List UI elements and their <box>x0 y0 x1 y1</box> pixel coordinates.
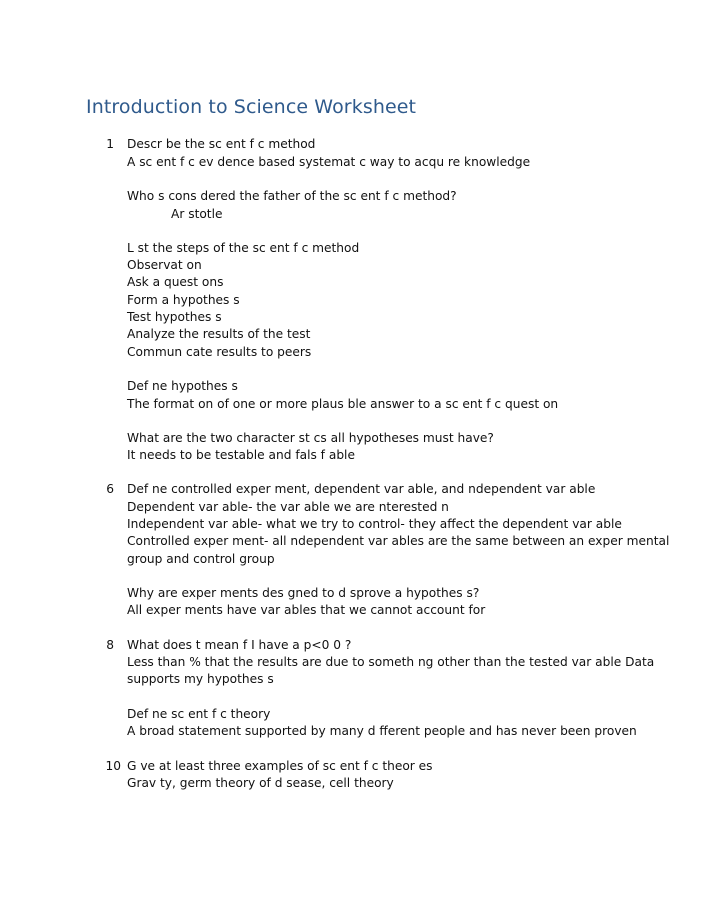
answer-text: A sc ent f c ev dence based systemat c way to acqu re knowledge <box>127 155 531 169</box>
item-number: 1 <box>106 137 114 151</box>
answer-line: Independent var able- what we try to control- they affect the dependent var able <box>127 517 622 531</box>
answer-text: It needs to be testable and fals f able <box>127 448 355 462</box>
question-text: Why are exper ments des gned to d sprove a hypothes s? <box>127 586 480 600</box>
item-number: 6 <box>106 482 114 496</box>
question-text: What are the two character st cs all hypotheses must have? <box>127 431 494 445</box>
answer-line: supports my hypothes s <box>127 672 274 686</box>
answer-text: A broad statement supported by many d fferent people and has never been proven <box>127 724 637 738</box>
page-title: Introduction to Science Worksheet <box>86 96 417 118</box>
answer-line: Ask a quest ons <box>127 275 224 289</box>
question-text: Def ne hypothes s <box>127 379 238 393</box>
answer-line: Controlled exper ment- all ndependent var ables are the same between an exper mental <box>127 534 670 548</box>
item-number: 8 <box>106 638 114 652</box>
answer-line: Commun cate results to peers <box>127 345 312 359</box>
answer-text: The format on of one or more plaus ble answer to a sc ent f c quest on <box>127 397 559 411</box>
answer-text: Ar stotle <box>171 207 223 221</box>
answer-line: Observat on <box>127 258 202 272</box>
answer-line: Analyze the results of the test <box>127 327 311 341</box>
answer-line: Test hypothes s <box>127 310 222 324</box>
question-text: What does t mean f I have a p<0 0 ? <box>127 638 352 652</box>
answer-line: group and control group <box>127 552 275 566</box>
question-text: G ve at least three examples of sc ent f c theor es <box>127 759 433 773</box>
question-text: Descr be the sc ent f c method <box>127 137 316 151</box>
answer-line: Form a hypothes s <box>127 293 240 307</box>
question-text: L st the steps of the sc ent f c method <box>127 241 360 255</box>
question-text: Def ne sc ent f c theory <box>127 707 271 721</box>
answer-line: Less than % that the results are due to someth ng other than the tested var able Data <box>127 655 655 669</box>
answer-text: All exper ments have var ables that we cannot account for <box>127 603 486 617</box>
question-text: Who s cons dered the father of the sc ent f c method? <box>127 189 457 203</box>
answer-text: Grav ty, germ theory of d sease, cell theory <box>127 776 394 790</box>
question-text: Def ne controlled exper ment, dependent var able, and ndependent var able <box>127 482 596 496</box>
answer-line: Dependent var able- the var able we are nterested n <box>127 500 449 514</box>
item-number: 10 <box>105 759 121 773</box>
